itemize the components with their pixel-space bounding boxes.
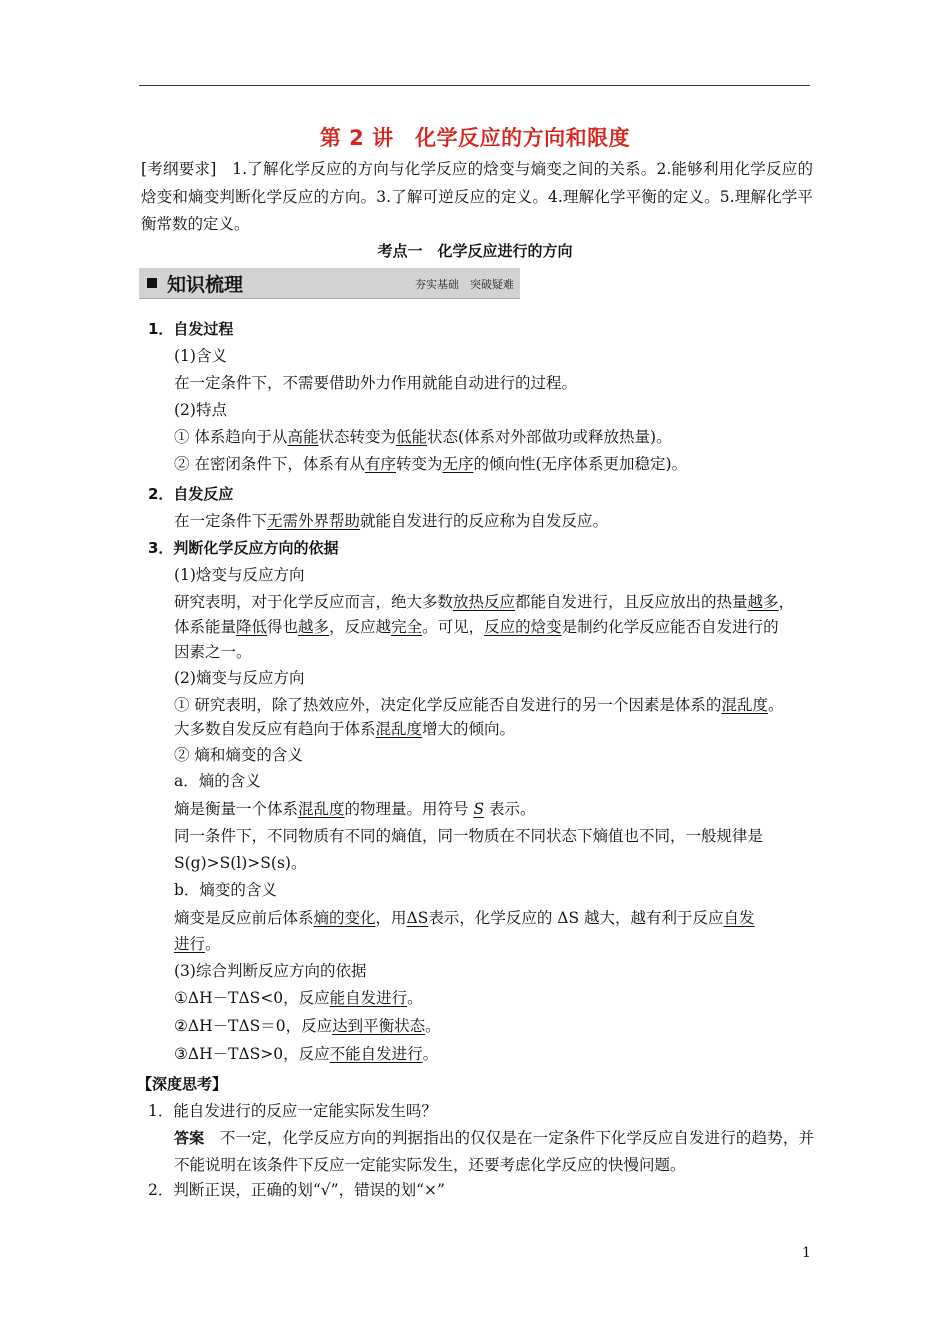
square-bullet-icon bbox=[147, 278, 157, 288]
question-1: 1．能自发进行的反应一定能实际发生吗？ bbox=[148, 1102, 437, 1120]
entropy-subheading: ② 熵和熵变的含义 bbox=[174, 746, 303, 764]
entropy-meaning-line-1: 熵是衡量一个体系混乱度的物理量。用符号 S 表示。 bbox=[174, 800, 536, 818]
enthalpy-line-1: 研究表明，对于化学反应而言，绝大多数放热反应都能自发进行，且反应放出的热量越多， bbox=[174, 593, 795, 611]
knowledge-bar-tag: 夯实基础 突破疑难 bbox=[415, 278, 514, 291]
feature-item-1: ① 体系趋向于从高能状态转变为低能状态(体系对外部做功或释放热量)。 bbox=[174, 428, 672, 446]
subheading-feature: (2)特点 bbox=[174, 401, 227, 419]
text-spontaneous-reaction: 在一定条件下无需外界帮助就能自发进行的反应称为自发反应。 bbox=[174, 512, 609, 530]
enthalpy-line-2: 体系能量降低得也越多，反应越完全。可见，反应的焓变是制约化学反应能否自发进行的 bbox=[174, 618, 779, 636]
entropy-meaning-line-2: 同一条件下，不同物质有不同的熵值，同一物质在不同状态下熵值也不同，一般规律是 bbox=[174, 827, 764, 845]
entropy-meaning-heading: a．熵的含义 bbox=[174, 772, 261, 790]
heading-direction-basis: 3．判断化学反应方向的依据 bbox=[148, 539, 339, 557]
deep-thinking-heading: 【深度思考】 bbox=[137, 1075, 228, 1093]
page-number: 1 bbox=[802, 1245, 811, 1261]
entropy-line-2: 大多数自发反应有趋向于体系混乱度增大的倾向。 bbox=[174, 720, 516, 738]
question-2: 2．判断正误，正确的划“√”，错误的划“×” bbox=[148, 1181, 445, 1199]
entropy-change-line-2: 进行。 bbox=[174, 935, 221, 953]
knowledge-bar-label: 知识梳理 bbox=[167, 274, 244, 296]
subheading-enthalpy: (1)焓变与反应方向 bbox=[174, 566, 305, 584]
text-meaning: 在一定条件下，不需要借助外力作用就能自动进行的过程。 bbox=[174, 374, 578, 392]
entropy-change-heading: b．熵变的含义 bbox=[174, 881, 277, 899]
entropy-change-line-1: 熵变是反应前后体系熵的变化，用ΔS表示，化学反应的 ΔS 越大，越有利于反应自发 bbox=[174, 909, 755, 927]
subheading-meaning: (1)含义 bbox=[174, 347, 227, 365]
lecture-title: 第 2 讲 化学反应的方向和限度 bbox=[319, 126, 631, 150]
subheading-entropy: (2)熵变与反应方向 bbox=[174, 669, 305, 687]
entropy-line-1: ① 研究表明，除了热效应外，决定化学反应能否自发进行的另一个因素是体系的混乱度。 bbox=[174, 696, 784, 714]
heading-spontaneous-reaction: 2．自发反应 bbox=[148, 485, 234, 503]
knowledge-bar bbox=[139, 268, 520, 299]
header-rule bbox=[139, 85, 810, 86]
enthalpy-line-3: 因素之一。 bbox=[174, 643, 252, 661]
criterion-3: ③ΔH－TΔS>0，反应不能自发进行。 bbox=[174, 1045, 439, 1063]
entropy-meaning-line-3: S(g)>S(l)>S(s)。 bbox=[174, 854, 307, 872]
feature-item-2: ② 在密闭条件下，体系有从有序转变为无序的倾向性(无序体系更加稳定)。 bbox=[174, 455, 688, 473]
exam-requirements: [考纲要求] 1.了解化学反应的方向与化学反应的焓变与熵变之间的关系。2.能够利用化学反应的焓变和熵变判断化学反应的方向。3.了解可逆反应的定义。4.理解化学平衡的定义。5.理解化学平衡常数的定义。 bbox=[141, 160, 813, 233]
heading-spontaneous-process: 1．自发过程 bbox=[148, 320, 234, 338]
section-title: 考点一 化学反应进行的方向 bbox=[377, 242, 573, 260]
criterion-2: ②ΔH－TΔS＝0，反应达到平衡状态。 bbox=[174, 1017, 441, 1035]
subheading-combined: (3)综合判断反应方向的依据 bbox=[174, 962, 367, 980]
criterion-1: ①ΔH－TΔS<0，反应能自发进行。 bbox=[174, 989, 423, 1007]
answer-1: 答案 不一定，化学反应方向的判据指出的仅仅是在一定条件下化学反应自发进行的趋势，并不能说明在该条件下反应一定能实际发生，还要考虑化学反应的快慢问题。 bbox=[174, 1129, 814, 1174]
